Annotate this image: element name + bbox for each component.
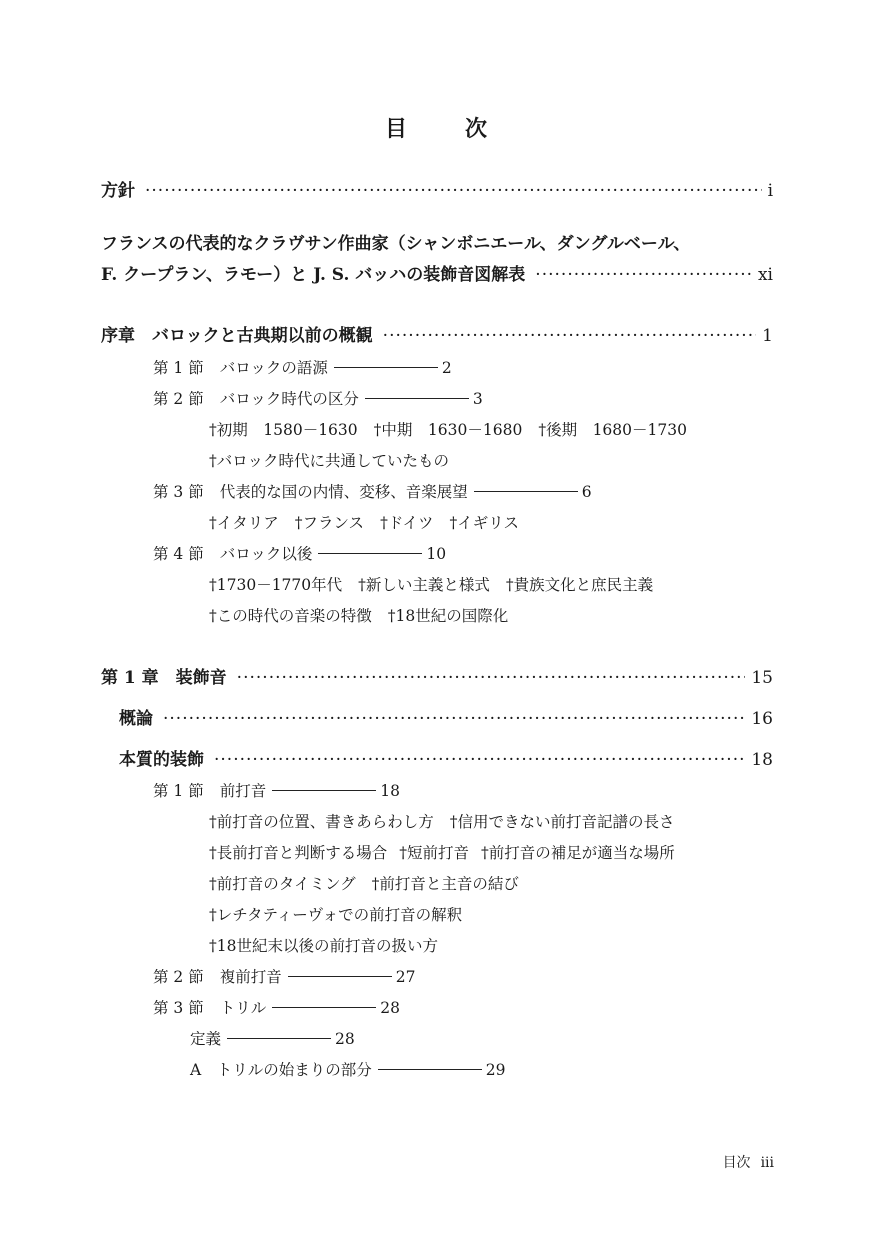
leader-dots [535,267,752,284]
leader-rule [272,1007,376,1008]
section-title: バロック時代の区分 [219,390,359,408]
subsection-page: 28 [335,1030,355,1048]
section-page: 6 [581,483,592,501]
leader-rule [318,553,422,554]
subsection-title: A トリルの始まりの部分 [190,1061,372,1079]
section-number: 第 2 節 [153,968,204,986]
topic: †18世紀の国際化 [387,607,509,625]
topic: †1730－1770年代 [209,576,343,594]
section-number: 第 4 節 [153,545,204,563]
toc-section[interactable] [153,485,592,501]
topic: †信用できない前打音記譜の長さ [449,813,675,831]
toc-entry-chapter1[interactable] [101,670,773,687]
toc-topics [209,423,687,439]
toc-section[interactable] [153,547,446,563]
page-title: 目 次 [384,116,505,142]
section-page: 18 [380,782,400,800]
section-page: 2 [441,359,452,377]
topic: †中期 1630－1680 [373,421,523,439]
toc-entry-prologue[interactable] [101,328,773,345]
entry-page: xi [757,265,773,285]
section-page: 28 [380,999,400,1017]
entry-label: 第 1 章 装飾音 [101,668,227,688]
leader-dots [214,752,745,769]
toc-topics [209,939,438,955]
toc-entry-essential[interactable] [119,752,773,769]
toc-section[interactable] [153,784,400,800]
footer-label: 目次 [722,1155,751,1171]
section-number: 第 1 節 [153,782,204,800]
toc-topics [209,454,449,470]
topic: †この時代の音楽の特徴 [209,607,372,625]
entry-page: 15 [751,668,773,688]
topic: †後期 1680－1730 [538,421,687,439]
toc-topics [209,516,519,532]
section-page: 10 [426,545,447,563]
entry-page: 16 [751,709,773,729]
leader-dots [383,328,757,345]
leader-rule [474,491,578,492]
entry-page: 18 [751,750,773,770]
toc-entry-ornament-table-line1[interactable] [101,236,773,253]
section-page: 27 [395,968,416,986]
toc-topics [209,578,653,594]
toc-entry-overview[interactable] [119,711,773,728]
topic: †短前打音 [399,844,470,862]
leader-dots [163,711,745,728]
entry-page: i [767,181,773,201]
leader-rule [378,1069,482,1070]
section-number: 第 2 節 [153,390,204,408]
toc-section[interactable] [153,970,415,986]
toc-subsection[interactable] [190,1063,505,1079]
toc-topics [209,609,508,625]
toc-topics [209,877,519,893]
entry-label: フランスの代表的なクラヴサン作曲家（シャンボニエール、ダングルベール、 [101,234,691,254]
toc-topics [209,846,675,862]
entry-label: 本質的装飾 [119,750,204,770]
section-number: 第 3 節 [153,483,204,501]
entry-label: 方針 [101,181,135,201]
leader-rule [334,367,438,368]
toc-subsection[interactable] [190,1032,355,1048]
section-title: バロック以後 [219,545,313,563]
section-title: バロックの語源 [219,359,328,377]
entry-label: F. クープラン、ラモー）と J. S. バッハの装飾音図解表 [101,265,526,285]
toc-section[interactable] [153,392,483,408]
page-footer [723,1152,774,1172]
topic: †レチタティーヴォでの前打音の解釈 [209,906,463,924]
footer-page-number: iii [760,1155,774,1171]
topic: †イタリア [209,514,279,532]
subsection-title: 定義 [190,1030,222,1048]
section-title: トリル [219,999,267,1017]
toc-topics [209,908,462,924]
entry-page: 1 [762,326,773,346]
topic: †新しい主義と様式 [358,576,490,594]
toc-section[interactable] [153,361,452,377]
section-title: 複前打音 [219,968,282,986]
toc-entry-ornament-table[interactable] [101,267,773,284]
toc-topics [209,815,675,831]
topic: †前打音の位置、書きあらわし方 [209,813,434,831]
topic: †ドイツ [380,514,434,532]
topic: †前打音のタイミング [209,875,356,893]
leader-rule [288,976,392,977]
subsection-page: 29 [485,1061,506,1079]
topic: †貴族文化と庶民主義 [505,576,654,594]
topic: †フランス [294,514,365,532]
section-number: 第 3 節 [153,999,204,1017]
entry-label: 序章 バロックと古典期以前の概観 [101,326,373,346]
section-title: 代表的な国の内情、変移、音楽展望 [219,483,468,501]
toc-section[interactable] [153,1001,400,1017]
topic: †バロック時代に共通していたもの [209,452,449,470]
section-title: 前打音 [219,782,267,800]
leader-rule [365,398,469,399]
leader-rule [272,790,376,791]
topic: †前打音と主音の結び [371,875,519,893]
entry-label: 概論 [119,709,153,729]
topic: †18世紀末以後の前打音の扱い方 [209,937,438,955]
leader-dots [145,183,762,200]
topic: †初期 1580－1630 [209,421,358,439]
section-number: 第 1 節 [153,359,204,377]
topic: †前打音の補足が適当な場所 [481,844,675,862]
topic: †長前打音と判断する場合 [209,844,388,862]
leader-dots [237,670,746,687]
leader-rule [227,1038,331,1039]
section-page: 3 [472,390,483,408]
topic: †イギリス [449,514,519,532]
toc-entry-policy[interactable] [101,183,773,200]
